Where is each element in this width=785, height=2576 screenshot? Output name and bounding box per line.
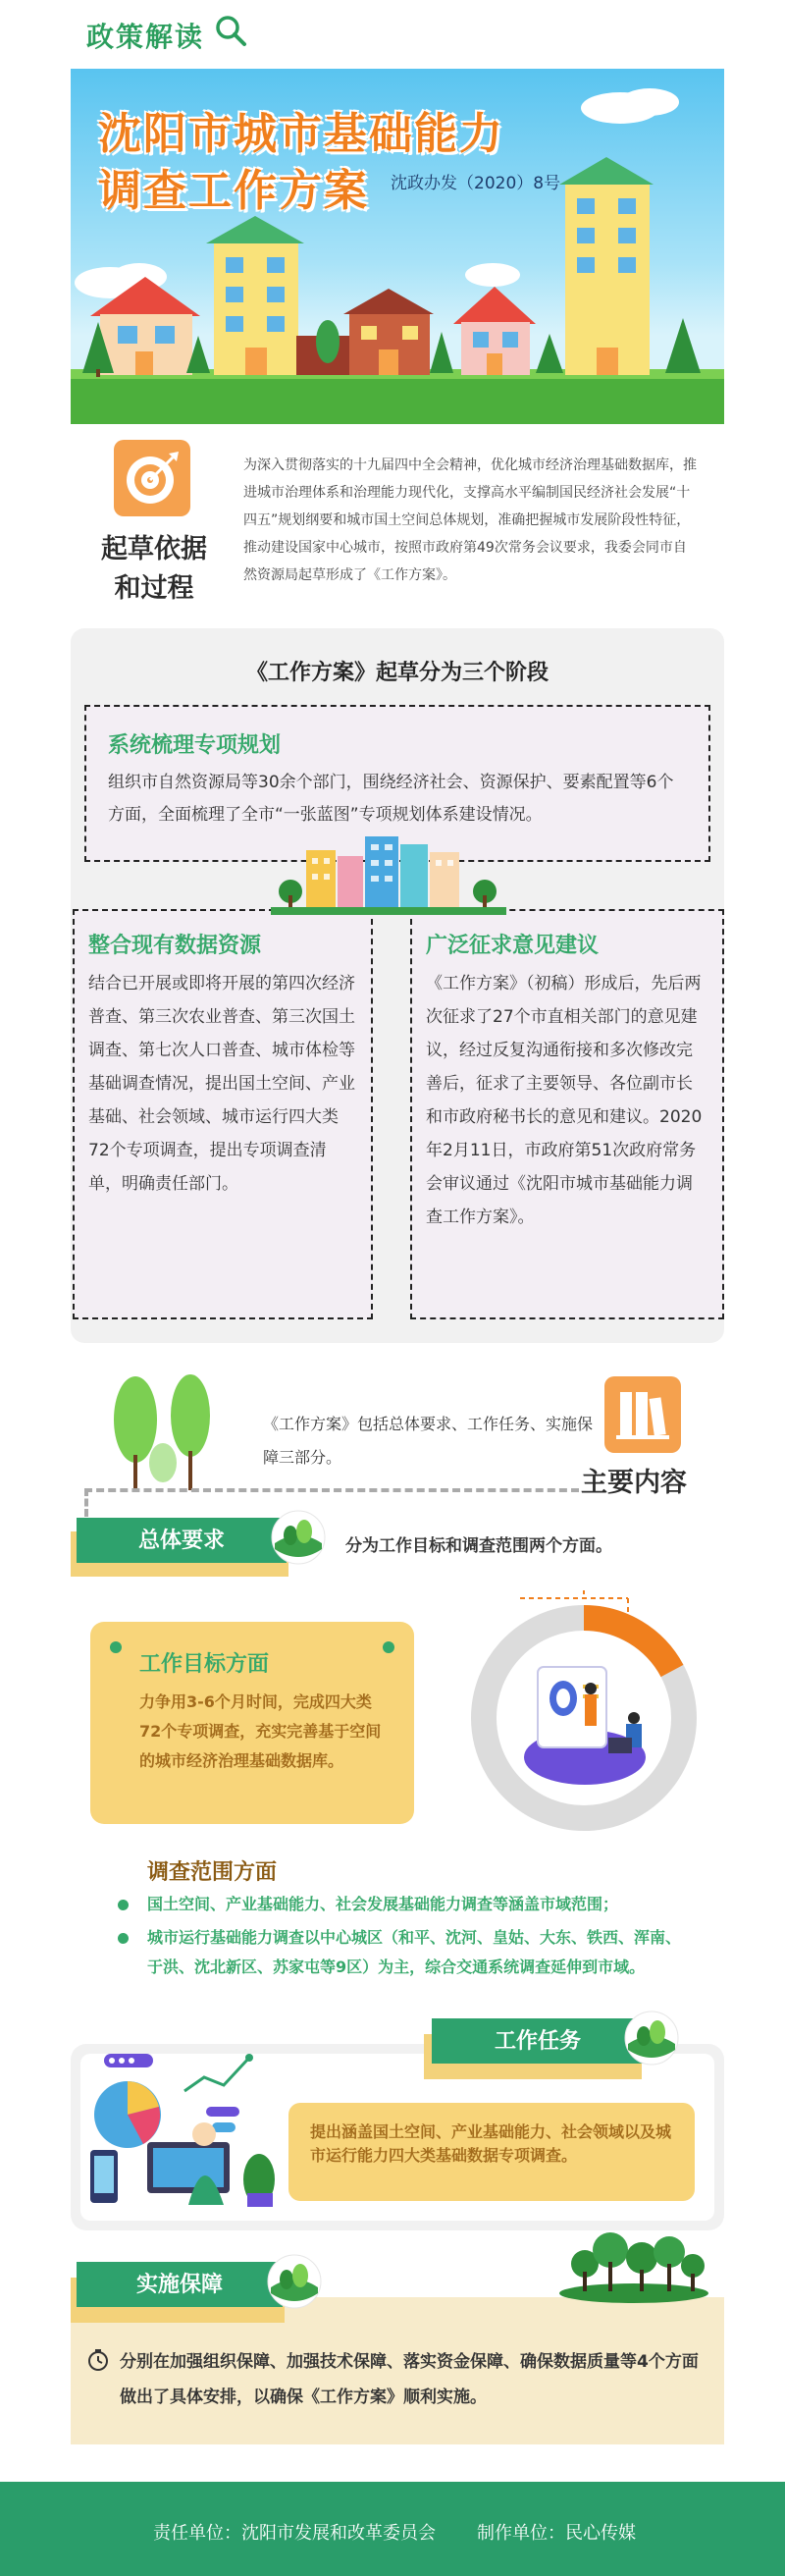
basis-paragraph: 为深入贯彻落实的十九届四中全会精神，优化城市经济治理基础数据库，推进城市治理体系和治理能力现代化，支撑高水平编制国民经济社会发展“十四五”规划纲要和城市国土空间总体规划，准确把握城市发展阶段性特征，推动建设国家中心城市，按照市政府第49次常务会议要求，我委会同市自然资源局起草形成了《工作方案》。 bbox=[243, 457, 697, 583]
goal-title: 工作目标方面 bbox=[139, 1651, 270, 1677]
scope-item bbox=[118, 1923, 687, 1982]
banner-title-line1: 沈阳市城市基础能力 bbox=[98, 109, 504, 159]
requirements-desc: 分为工作目标和调查范围两个方面。 bbox=[345, 1536, 612, 1556]
stage3-title: 广泛征求意见建议 bbox=[426, 933, 600, 958]
tree-badge-icon bbox=[624, 2011, 679, 2066]
goal-box bbox=[90, 1622, 414, 1824]
guarantee-tag: 实施保障 bbox=[77, 2262, 283, 2307]
goal-dot-left bbox=[110, 1641, 122, 1653]
stage3-box bbox=[410, 909, 724, 1319]
scope-item bbox=[118, 1890, 687, 1919]
tasks-text-box: 提出涵盖国土空间、产业基础能力、社会领域以及城市运行能力四大类基础数据专项调查。 bbox=[288, 2103, 695, 2201]
page-title: 政策解读 bbox=[86, 21, 205, 53]
stage1-title: 系统梳理专项规划 bbox=[108, 732, 282, 758]
stage1-text: 组织市自然资源局等30余个部门，围绕经济社会、资源保护、要素配置等6个方面，全面梳理了全市“一张蓝图”专项规划体系建设情况。 bbox=[108, 773, 674, 825]
tree-badge-icon bbox=[271, 1510, 326, 1565]
trees-icon bbox=[100, 1368, 228, 1496]
hero-banner bbox=[71, 69, 724, 424]
basis-heading-line2: 和过程 bbox=[114, 573, 194, 604]
drafting-stages-panel bbox=[71, 628, 724, 1343]
bullet-icon bbox=[118, 1933, 129, 1944]
stage2-text: 结合已开展或即将开展的第四次经济普查、第三次农业普查、第三次国土调查、第七次人口普查、城市体检等基础调查情况，提出国土空间、产业基础、社会领域、城市运行四大类72个专项调查，提出专项调查清单，明确责任部门。 bbox=[88, 974, 355, 1194]
page-footer bbox=[0, 2482, 785, 2576]
document-number: 沈政办发（2020）8号 bbox=[391, 174, 561, 193]
basis-heading-line1: 起草依据 bbox=[101, 534, 207, 564]
basis-heading bbox=[90, 530, 218, 609]
page-header bbox=[0, 0, 785, 69]
clock-icon bbox=[86, 2348, 110, 2372]
data-analysis-illustration bbox=[57, 2048, 292, 2215]
contents-heading: 主要内容 bbox=[581, 1468, 687, 1498]
responsible-unit: 责任单位：沈阳市发展和改革委员会 bbox=[153, 2523, 436, 2544]
tree-badge-icon bbox=[267, 2254, 322, 2309]
contents-text: 《工作方案》包括总体要求、工作任务、实施保障三部分。 bbox=[263, 1415, 594, 1467]
requirements-tag: 总体要求 bbox=[77, 1518, 287, 1563]
guarantee-text: 分别在加强组织保障、加强技术保障、落实资金保障、确保数据质量等4个方面做出了具体安排，以确保《工作方案》顺利实施。 bbox=[120, 2352, 699, 2407]
goal-dot-right bbox=[383, 1641, 394, 1653]
stage2-title: 整合现有数据资源 bbox=[88, 933, 262, 958]
tasks-tag: 工作任务 bbox=[432, 2018, 644, 2064]
donut-illustration bbox=[461, 1590, 706, 1836]
scope-section bbox=[118, 1855, 687, 1982]
drafting-basis-section bbox=[71, 432, 724, 618]
goal-text: 力争用3-6个月时间，完成四大类72个专项调查，充实完善基于空间的城市经济治理基础数据库。 bbox=[139, 1692, 382, 1770]
scope-item-text: 国土空间、产业基础能力、社会发展基础能力调查等涵盖市域范围； bbox=[147, 1895, 619, 1913]
producer-unit: 制作单位：民心传媒 bbox=[477, 2523, 636, 2544]
scope-title: 调查范围方面 bbox=[147, 1859, 278, 1885]
stages-title: 《工作方案》起草分为三个阶段 bbox=[245, 660, 549, 685]
park-trees-icon bbox=[555, 2215, 712, 2303]
books-icon bbox=[604, 1376, 681, 1453]
banner-title-line2: 调查工作方案 bbox=[98, 166, 369, 216]
target-icon bbox=[114, 440, 190, 516]
search-icon[interactable] bbox=[214, 14, 247, 47]
bullet-icon bbox=[118, 1900, 129, 1910]
stage2-box bbox=[73, 909, 373, 1319]
scope-item-text: 城市运行基础能力调查以中心城区（和平、沈河、皇姑、大东、铁西、浑南、于洪、沈北新区、苏家屯等9区）为主，综合交通系统调查延伸到市域。 bbox=[147, 1928, 682, 1976]
stage3-text: 《工作方案》（初稿）形成后，先后两次征求了27个市直相关部门的意见建议，经过反复沟通衔接和多次修改完善后，征求了主要领导、各位副市长和市政府秘书长的意见和建议。2020年2月11日，市政府第51次政府常务会审议通过《沈阳市城市基础能力调查工作方案》。 bbox=[426, 974, 703, 1227]
city-skyline-icon bbox=[267, 831, 510, 921]
